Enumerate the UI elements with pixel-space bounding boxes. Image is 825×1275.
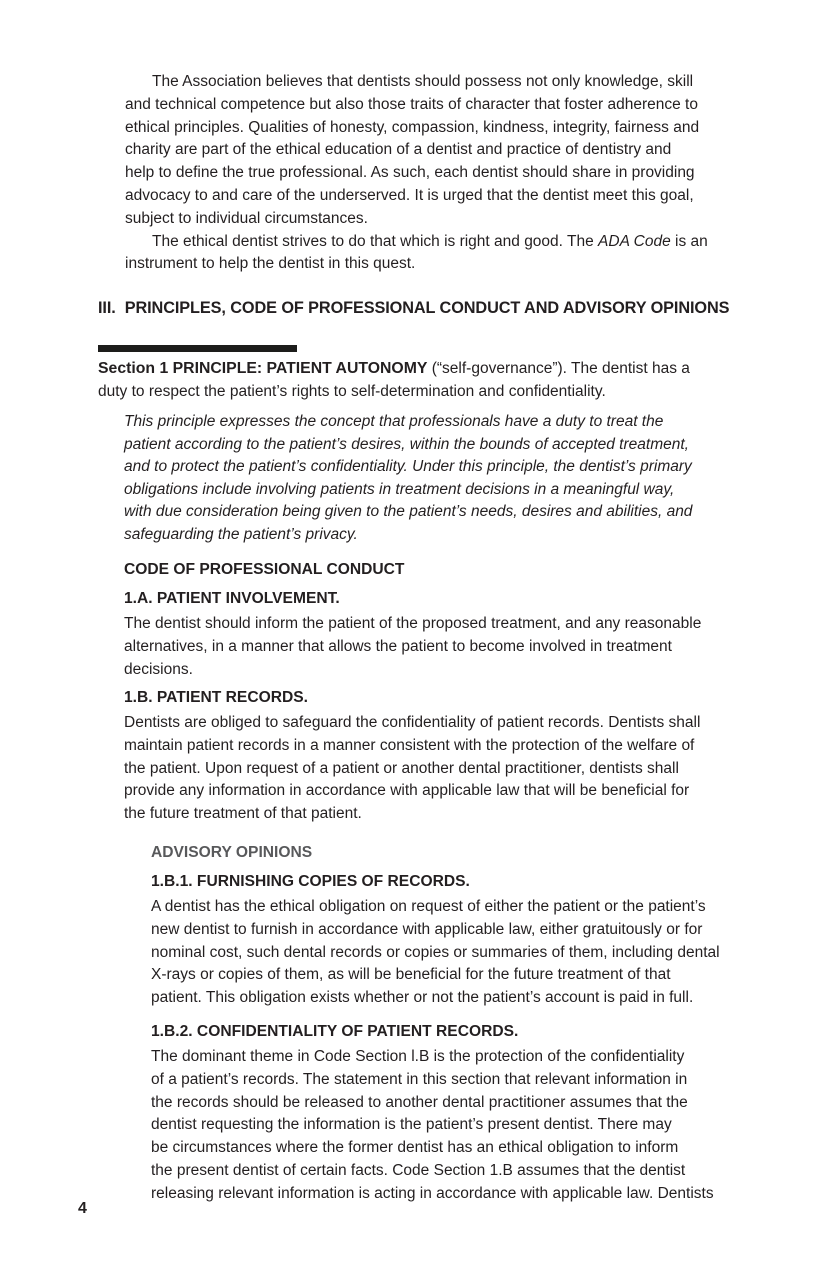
section-1-title-rest: (“self-governance”). The dentist has a	[427, 360, 690, 377]
advisory-1b1-heading: 1.B.1. FURNISHING COPIES OF RECORDS.	[151, 873, 470, 890]
body-line: decisions.	[124, 660, 193, 678]
principle-line: with due consideration being given to the patient’s needs, desires and abilities, and	[124, 503, 693, 521]
body-line: advocacy to and care of the underserved. It is urged that the dentist meet this goal,	[125, 186, 694, 204]
part-iii-heading	[98, 299, 729, 318]
body-line: X-rays or copies of them, as will be beneficial for the future treatment of that	[151, 966, 671, 984]
body-line: help to define the true professional. As such, each dentist should share in providing	[125, 164, 695, 182]
body-line: Dentists are obliged to safeguard the confidentiality of patient records. Dentists shall	[124, 714, 701, 731]
body-line: and technical competence but also those traits of character that foster adherence to	[125, 95, 698, 113]
body-line: maintain patient records in a manner consistent with the protection of the welfare of	[124, 736, 695, 754]
body-line: releasing relevant information is acting in accordance with applicable law. Dentists	[151, 1184, 714, 1202]
principle-line: This principle expresses the concept that professionals have a duty to treat the	[124, 413, 664, 430]
body-text: is an	[670, 232, 708, 250]
advisory-opinions-heading: ADVISORY OPINIONS	[151, 844, 313, 861]
code-1b-body	[124, 712, 700, 826]
body-line: The dominant theme in Code Section l.B is the protection of the confidentiality	[151, 1048, 685, 1065]
body-text: The ethical dentist strives to do that which is right and good. The	[152, 232, 599, 250]
body-line: the present dentist of certain facts. Code Section 1.B assumes that the dentist	[151, 1161, 686, 1179]
body-line: The dentist should inform the patient of the proposed treatment, and any reasonable	[124, 615, 702, 632]
body-line: the future treatment of that patient.	[124, 805, 362, 823]
principle-line: and to protect the patient’s confidentiality. Under this principle, the dentist’s primary	[124, 458, 692, 476]
body-line: the patient. Upon request of a patient or another dental practitioner, dentists shall	[124, 759, 679, 777]
advisory-1b1-body	[151, 896, 720, 1010]
intro-paragraph-2	[125, 231, 708, 254]
page-number: 4	[78, 1200, 87, 1217]
code-1a-body	[124, 613, 701, 681]
principle-statement	[124, 411, 692, 547]
body-line: the records should be released to another dental practitioner assumes that the	[151, 1093, 688, 1111]
body-line: subject to individual circumstances.	[125, 209, 368, 227]
intro-paragraph-1	[125, 71, 708, 276]
body-line: alternatives, in a manner that allows the patient to become involved in treatment	[124, 637, 672, 655]
part-title: PRINCIPLES, CODE OF PROFESSIONAL CONDUCT AND ADVISORY OPINIONS	[124, 299, 730, 317]
code-1a-heading: 1.A. PATIENT INVOLVEMENT.	[124, 590, 340, 607]
section-1-title-line2: duty to respect the patient’s rights to self-determination and confidentiality.	[98, 383, 606, 400]
advisory-1b2-body	[151, 1046, 714, 1206]
body-line: new dentist to furnish in accordance with applicable law, either gratuitously or for	[151, 920, 703, 938]
advisory-1b2-heading: 1.B.2. CONFIDENTIALITY OF PATIENT RECORDS.	[151, 1023, 519, 1040]
body-line: of a patient’s records. The statement in this section that relevant information in	[151, 1070, 688, 1088]
body-line: provide any information in accordance with applicable law that will be beneficial for	[124, 782, 690, 800]
body-line: be circumstances where the former dentist has an ethical obligation to inform	[151, 1139, 679, 1157]
code-1b-heading: 1.B. PATIENT RECORDS.	[124, 689, 308, 706]
part-number: III.	[98, 299, 116, 317]
principle-line: obligations include involving patients in treatment decisions in a meaningful way,	[124, 480, 675, 498]
body-line: charity are part of the ethical education of a dentist and practice of dentistry and	[125, 141, 672, 159]
principle-line: safeguarding the patient’s privacy.	[124, 525, 358, 543]
code-of-conduct-heading: CODE OF PROFESSIONAL CONDUCT	[124, 561, 405, 578]
body-line: dentist requesting the information is the patient’s present dentist. There may	[151, 1116, 672, 1134]
body-line: instrument to help the dentist in this quest.	[125, 255, 416, 273]
section-1-title-bold: Section 1 PRINCIPLE: PATIENT AUTONOMY	[98, 360, 428, 377]
body-line: nominal cost, such dental records or copies or summaries of them, including dental	[151, 943, 720, 961]
principle-line: patient according to the patient’s desires, within the bounds of accepted treatment,	[124, 435, 689, 453]
body-line: The Association believes that dentists should possess not only knowledge, skill	[152, 73, 694, 90]
body-line: A dentist has the ethical obligation on request of either the patient or the patient’s	[151, 898, 706, 915]
ada-code-italic: ADA Code	[598, 232, 671, 250]
section-1-heading	[98, 357, 690, 403]
body-line: ethical principles. Qualities of honesty, compassion, kindness, integrity, fairness and	[125, 118, 700, 136]
body-line: patient. This obligation exists whether or not the patient’s account is paid in full.	[151, 989, 694, 1007]
section-rule	[98, 345, 297, 352]
